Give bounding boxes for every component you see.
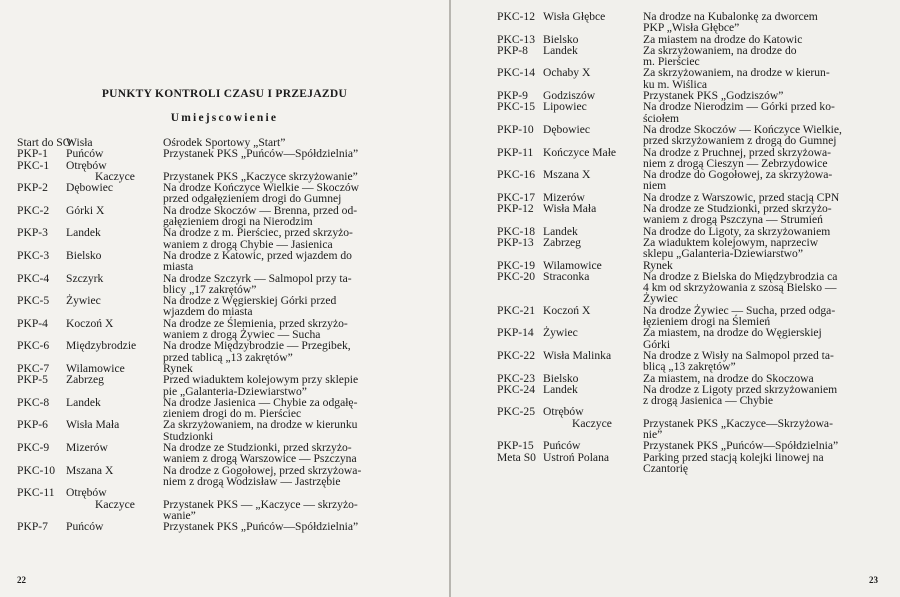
checkpoint-code: PKC-2 — [17, 203, 50, 217]
checkpoint-code: PKP-3 — [17, 226, 48, 240]
checkpoint-row — [0, 182, 449, 205]
checkpoint-description: Na drodze Jasienica — Chybie za odgałę- zieniem drogi do m. Pierściec — [163, 395, 358, 421]
checkpoint-description: Na drodze z Wisły na Salmopol przed ta- blicą „13 zakrętów” — [643, 348, 834, 374]
checkpoint-row — [451, 67, 900, 90]
checkpoint-code: PKC-17 — [497, 190, 536, 204]
checkpoint-description: Na drodze z Węgierskiej Górki przed wjazdem do miasta — [163, 294, 337, 319]
checkpoint-description: Na drodze na Kubalonkę za dworcem PKP „Wisła Głębce” — [643, 10, 818, 35]
checkpoint-place: Puńców — [66, 147, 104, 161]
checkpoint-row — [0, 374, 449, 397]
checkpoint-place: Puńców — [66, 520, 104, 534]
checkpoint-code: PKC-13 — [497, 32, 536, 46]
checkpoint-description: Na drodze z Katowic, przed wjazdem do miasta — [163, 248, 352, 274]
checkpoint-description: Przystanek PKS — „Kaczyce — skrzyżo- wanie” — [163, 497, 358, 522]
checkpoint-list-left — [0, 137, 449, 532]
checkpoint-row — [451, 45, 900, 68]
checkpoint-description: Za skrzyżowaniem, na drodze do m. Pierściec — [643, 43, 797, 69]
checkpoint-row — [0, 205, 449, 228]
checkpoint-code: PKC-4 — [17, 271, 50, 285]
checkpoint-place: Szczyrk — [66, 271, 104, 285]
checkpoint-place: Wisła Malinka — [543, 348, 612, 362]
checkpoint-code: PKP-11 — [497, 145, 534, 159]
checkpoint-place: Ustroń Polana — [543, 450, 610, 464]
checkpoint-description: Rynek — [163, 361, 193, 375]
checkpoint-row — [451, 271, 900, 305]
checkpoint-description: Na drodze Skoczów — Brenna, przed od- gałęzieniem drogi na Nierodzim — [163, 203, 358, 229]
checkpoint-description: Za skrzyżowaniem, na drodze w kierun- ku m. Wiślica — [643, 66, 830, 91]
page-title: PUNKTY KONTROLI CZASU I PRZEJAZDU — [101, 88, 348, 100]
checkpoint-code: PKC-5 — [17, 294, 50, 308]
checkpoint-description: Na drodze z Bielska do Międzybrodzia ca 4 km od skrzyżowania z szosą Bielsko — Żywiec — [643, 269, 838, 306]
checkpoint-description: Na drodze z Ligoty przed skrzyżowaniem z drogą Jasienica — Chybie — [643, 382, 838, 408]
checkpoint-description: Przystanek PKS „Puńców—Spółdzielnia” — [163, 147, 359, 161]
checkpoint-place: Górki X — [66, 203, 105, 217]
checkpoint-code: PKC-18 — [497, 224, 536, 238]
checkpoint-code: PKP-1 — [17, 147, 48, 161]
checkpoint-description: Parking przed stacją kolejki linowej na Czantorię — [643, 450, 824, 475]
checkpoint-row — [0, 318, 449, 341]
checkpoint-place: Koczoń X — [543, 303, 591, 317]
checkpoint-description: Na drodze Międzybrodzie — Przegibek, przed tablicą „13 zakrętów” — [163, 339, 351, 364]
checkpoint-place: Koczoń X — [66, 316, 114, 330]
checkpoint-row — [451, 101, 900, 124]
checkpoint-code: Meta S0 — [497, 450, 536, 464]
checkpoint-place: Wisła Mała — [66, 418, 120, 432]
checkpoint-row — [0, 419, 449, 442]
checkpoint-description: Rynek — [643, 258, 673, 272]
checkpoint-code: PKP-8 — [497, 43, 528, 57]
checkpoint-code: PKC-12 — [497, 10, 536, 23]
checkpoint-place: Ochaby X — [543, 66, 591, 80]
checkpoint-code: PKP-4 — [17, 316, 48, 330]
checkpoint-code: PKC-25 — [497, 405, 536, 419]
checkpoint-place: Zabrzeg — [543, 235, 581, 249]
checkpoint-description: Przystanek PKS „Kaczyce—Skrzyżowa- nie” — [643, 416, 833, 441]
checkpoint-place: Mszana X — [543, 168, 591, 182]
checkpoint-row — [0, 273, 449, 296]
checkpoint-place: Mizerów — [66, 441, 108, 455]
checkpoint-row — [0, 465, 449, 488]
checkpoint-place: Otrębów Kaczyce — [66, 158, 135, 183]
checkpoint-code: PKC-24 — [497, 382, 536, 396]
checkpoint-place: Zabrzeg — [66, 373, 104, 387]
checkpoint-row — [451, 452, 900, 475]
checkpoint-code: PKC-20 — [497, 269, 536, 283]
checkpoint-code: PKC-11 — [17, 486, 55, 500]
checkpoint-place: Lipowiec — [543, 100, 587, 114]
checkpoint-row — [0, 160, 449, 183]
checkpoint-description: Za miastem, na drodze do Węgierskiej Górki — [643, 326, 822, 351]
checkpoint-place: Wilamowice — [66, 361, 125, 375]
checkpoint-row — [0, 487, 449, 521]
checkpoint-description: Na drodze z Gogołowej, przed skrzyżowa- niem z drogą Wodzisław — Jastrzębie — [163, 463, 362, 488]
page-number-left: 22 — [17, 575, 26, 585]
checkpoint-description: Przystanek PKS „Godziszów” — [643, 89, 784, 103]
checkpoint-code: PKC-21 — [497, 303, 536, 317]
checkpoint-code: Start do SO — [17, 136, 72, 149]
checkpoint-row — [451, 203, 900, 226]
checkpoint-description: Na drodze ze Studzionki, przed skrzyżo- waniem z drogą Warszowice — Pszczyna — [163, 441, 357, 466]
checkpoint-code: PKC-15 — [497, 100, 536, 114]
checkpoint-description: Na drodze Żywiec — Sucha, przed odga- łęzieniem drogi na Ślemień — [643, 303, 836, 329]
checkpoint-description: Na drodze Kończyce Wielkie — Skoczów przed odgałęzieniem drogi do Gumnej — [163, 181, 360, 206]
checkpoint-code: PKC-1 — [17, 158, 50, 172]
checkpoint-code: PKP-14 — [497, 326, 534, 340]
checkpoint-description: Przystanek PKS „Kaczyce skrzyżowanie” — [163, 169, 358, 183]
left-page — [0, 0, 449, 597]
checkpoint-description: Za wiaduktem kolejowym, naprzeciw sklepu „Galanteria-Dziewiarstwo” — [643, 235, 819, 261]
checkpoint-code: PKP-10 — [497, 122, 534, 136]
checkpoint-place: Wisła Mała — [543, 202, 597, 216]
checkpoint-place: Landek — [543, 43, 578, 57]
checkpoint-row — [451, 11, 900, 34]
checkpoint-code: PKC-7 — [17, 361, 50, 375]
checkpoint-row — [451, 440, 900, 451]
checkpoint-code: PKC-16 — [497, 168, 536, 182]
checkpoint-place: Wisła Głębce — [543, 10, 606, 23]
checkpoint-code: PKP-5 — [17, 373, 48, 387]
checkpoint-row — [0, 250, 449, 273]
checkpoint-row — [451, 305, 900, 328]
checkpoint-code: PKC-14 — [497, 66, 536, 80]
checkpoint-row — [0, 148, 449, 159]
checkpoint-row — [451, 124, 900, 147]
checkpoint-place: Otrębów Kaczyce — [543, 405, 612, 430]
checkpoint-place: Wisła — [66, 136, 93, 149]
page-number-right: 23 — [869, 575, 878, 585]
checkpoint-description: Za miastem na drodze do Katowic — [643, 32, 803, 46]
checkpoint-row — [451, 350, 900, 373]
checkpoint-description: Ośrodek Sportowy „Start” — [163, 136, 286, 149]
checkpoint-description: Przed wiaduktem kolejowym przy sklepie pie „Galanteria-Dziewiarstwo” — [163, 373, 359, 398]
checkpoint-row — [0, 295, 449, 318]
checkpoint-code: PKC-19 — [497, 258, 536, 272]
checkpoint-code: PKP-12 — [497, 202, 534, 216]
right-page — [451, 0, 900, 597]
checkpoint-description: Przystanek PKS „Puńców—Spółdzielnia” — [163, 520, 359, 534]
checkpoint-description: Na drodze z m. Pierściec, przed skrzyżo- waniem z drogą Chybie — Jasienica — [163, 226, 353, 251]
checkpoint-place: Bielsko — [66, 248, 102, 262]
checkpoint-place: Międzybrodzie — [66, 339, 137, 353]
checkpoint-place: Mszana X — [66, 463, 114, 477]
checkpoint-place: Kończyce Małe — [543, 145, 617, 159]
checkpoint-place: Otrębów Kaczyce — [66, 486, 135, 511]
checkpoint-place: Landek — [66, 226, 101, 240]
checkpoint-code: PKC-6 — [17, 339, 50, 353]
checkpoint-description: Przystanek PKS „Puńców—Spółdzielnia” — [643, 439, 839, 453]
checkpoint-place: Dębowiec — [66, 181, 113, 195]
checkpoint-description: Na drodze Nierodzim — Górki przed ko- ściołem — [643, 100, 835, 125]
checkpoint-list-right — [451, 11, 900, 474]
checkpoint-code: PKC-10 — [17, 463, 56, 477]
checkpoint-place: Landek — [66, 395, 101, 409]
checkpoint-row — [451, 147, 900, 170]
checkpoint-code: PKP-6 — [17, 418, 48, 432]
checkpoint-row — [0, 521, 449, 532]
checkpoint-description: Na drodze ze Studzionki, przed skrzyżo- waniem z drogą Pszczyna — Strumień — [643, 202, 832, 227]
checkpoint-row — [451, 384, 900, 407]
checkpoint-description: Na drodze do Ligoty, za skrzyżowaniem — [643, 224, 831, 238]
checkpoint-description: Na drodze z Pruchnej, przed skrzyżowa- niem z drogą Cieszyn — Zebrzydowice — [643, 145, 831, 170]
checkpoint-row — [451, 327, 900, 350]
checkpoint-row — [451, 169, 900, 192]
checkpoint-code: PKC-22 — [497, 348, 536, 362]
checkpoint-row — [0, 442, 449, 465]
checkpoint-description: Na drodze ze Ślemienia, przed skrzyżo- waniem z drogą Żywiec — Sucha — [163, 316, 348, 342]
checkpoint-description: Na drodze Skoczów — Kończyce Wielkie, przed skrzyżowaniem z drogą do Gumnej — [643, 122, 842, 148]
checkpoint-place: Landek — [543, 224, 578, 238]
checkpoint-place: Landek — [543, 382, 578, 396]
checkpoint-description: Na drodze z Warszowic, przed stacją CPN — [643, 190, 840, 204]
checkpoint-description: Na drodze do Gogołowej, za skrzyżowa- niem — [643, 168, 833, 193]
checkpoint-place: Wilamowice — [543, 258, 602, 272]
checkpoint-code: PKP-2 — [17, 181, 48, 195]
checkpoint-place: Godziszów — [543, 89, 596, 103]
checkpoint-place: Żywiec — [543, 326, 578, 340]
checkpoint-place: Żywiec — [66, 294, 101, 308]
checkpoint-code: PKC-23 — [497, 371, 536, 385]
checkpoint-row — [0, 397, 449, 420]
checkpoint-code: PKC-8 — [17, 395, 50, 409]
checkpoint-description: Za miastem, na drodze do Skoczowa — [643, 371, 814, 385]
page-subtitle: Umiejscowienie — [170, 112, 279, 124]
checkpoint-place: Bielsko — [543, 371, 579, 385]
checkpoint-row — [451, 406, 900, 440]
checkpoint-code: PKP-9 — [497, 89, 528, 103]
checkpoint-place: Mizerów — [543, 190, 585, 204]
checkpoint-description: Za skrzyżowaniem, na drodze w kierunku Studzionki — [163, 418, 358, 443]
checkpoint-code: PKP-13 — [497, 235, 534, 249]
checkpoint-row — [0, 340, 449, 363]
checkpoint-row — [0, 227, 449, 250]
checkpoint-code: PKP-7 — [17, 520, 48, 534]
checkpoint-code: PKC-3 — [17, 248, 50, 262]
checkpoint-place: Straconka — [543, 269, 590, 283]
checkpoint-place: Puńców — [543, 439, 581, 453]
checkpoint-place: Dębowiec — [543, 122, 590, 136]
checkpoint-row — [451, 237, 900, 260]
checkpoint-code: PKC-9 — [17, 441, 50, 455]
checkpoint-description: Na drodze Szczyrk — Salmopol przy ta- blicy „17 zakrętów” — [163, 271, 352, 296]
checkpoint-place: Bielsko — [543, 32, 579, 46]
checkpoint-code: PKP-15 — [497, 439, 534, 453]
